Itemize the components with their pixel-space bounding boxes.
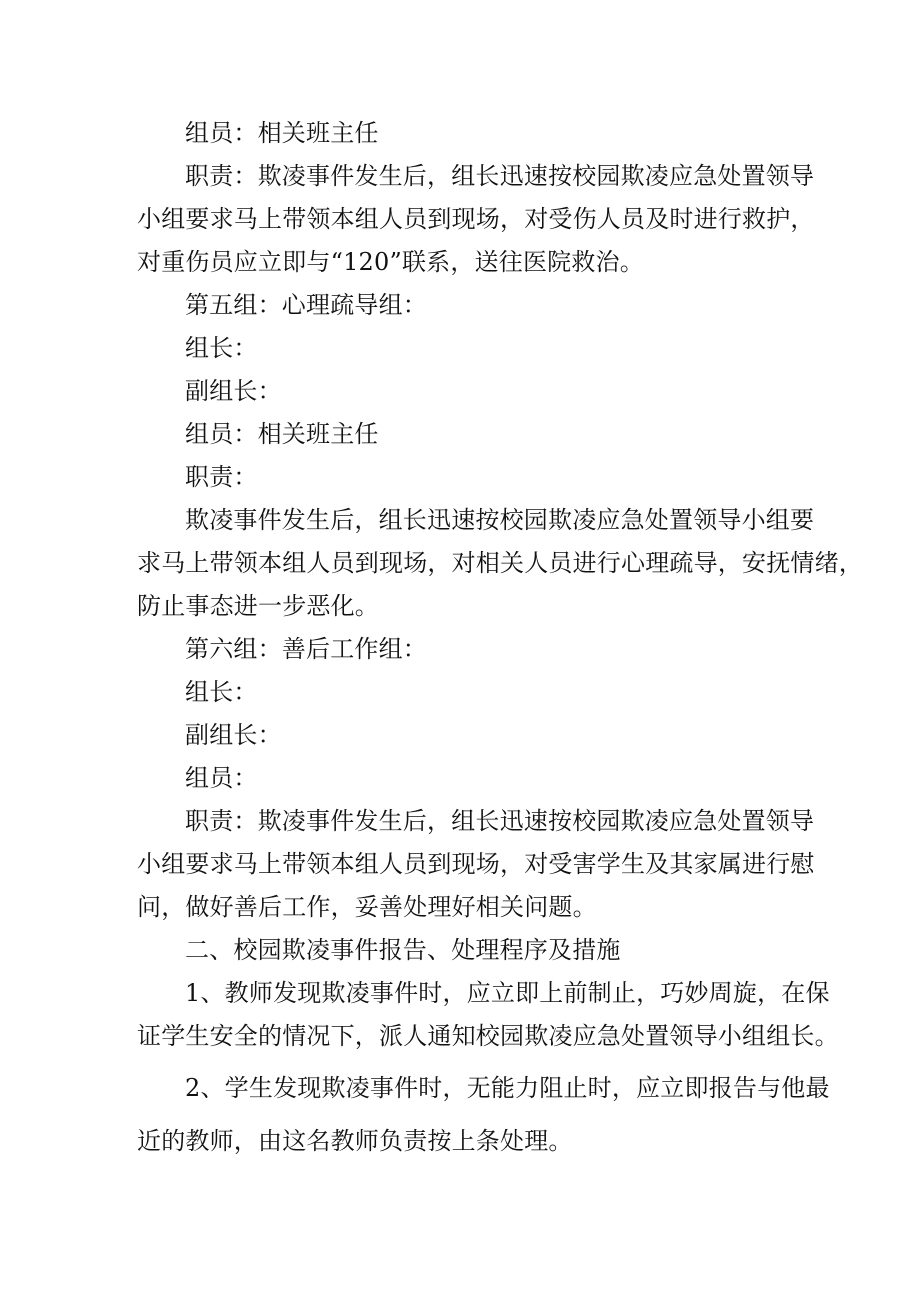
line-23: 2、学生发现欺凌事件时，无能力阻止时，应立即报告与他最 (185, 1074, 830, 1102)
line-9: 职责： (185, 463, 258, 491)
line-2: 职责：欺凌事件发生后，组长迅速按校园欺凌应急处置领导 (185, 162, 815, 190)
line-16: 组员： (185, 764, 258, 792)
line-17: 职责：欺凌事件发生后，组长迅速按校园欺凌应急处置领导 (185, 807, 815, 835)
line-7: 副组长： (185, 377, 282, 405)
line-4: 对重伤员应立即与“120”联系，送往医院救治。 (137, 248, 644, 276)
line-1: 组员：相关班主任 (185, 119, 379, 147)
line-22: 证学生安全的情况下，派人通知校园欺凌应急处置领导小组组长。 (137, 1022, 839, 1050)
line-15: 副组长： (185, 721, 282, 749)
line-18: 小组要求马上带领本组人员到现场，对受害学生及其家属进行慰 (137, 850, 815, 878)
line-13: 第六组：善后工作组： (185, 635, 427, 663)
line-5: 第五组：心理疏导组： (185, 291, 427, 319)
line-3: 小组要求马上带领本组人员到现场，对受伤人员及时进行救护， (137, 205, 815, 233)
line-19: 问，做好善后工作，妥善处理好相关问题。 (137, 893, 597, 921)
line-14: 组长： (185, 678, 258, 706)
line-8: 组员：相关班主任 (185, 420, 379, 448)
line-10: 欺凌事件发生后，组长迅速按校园欺凌应急处置领导小组要 (185, 506, 815, 534)
line-24: 近的教师，由这名教师负责按上条处理。 (137, 1127, 573, 1155)
line-12: 防止事态进一步恶化。 (137, 592, 379, 620)
line-11: 求马上带领本组人员到现场，对相关人员进行心理疏导，安抚情绪， (137, 549, 863, 577)
line-6: 组长： (185, 334, 258, 362)
line-20: 二、校园欺凌事件报告、处理程序及措施 (185, 936, 621, 964)
line-21: 1、教师发现欺凌事件时，应立即上前制止，巧妙周旋，在保 (185, 979, 830, 1007)
